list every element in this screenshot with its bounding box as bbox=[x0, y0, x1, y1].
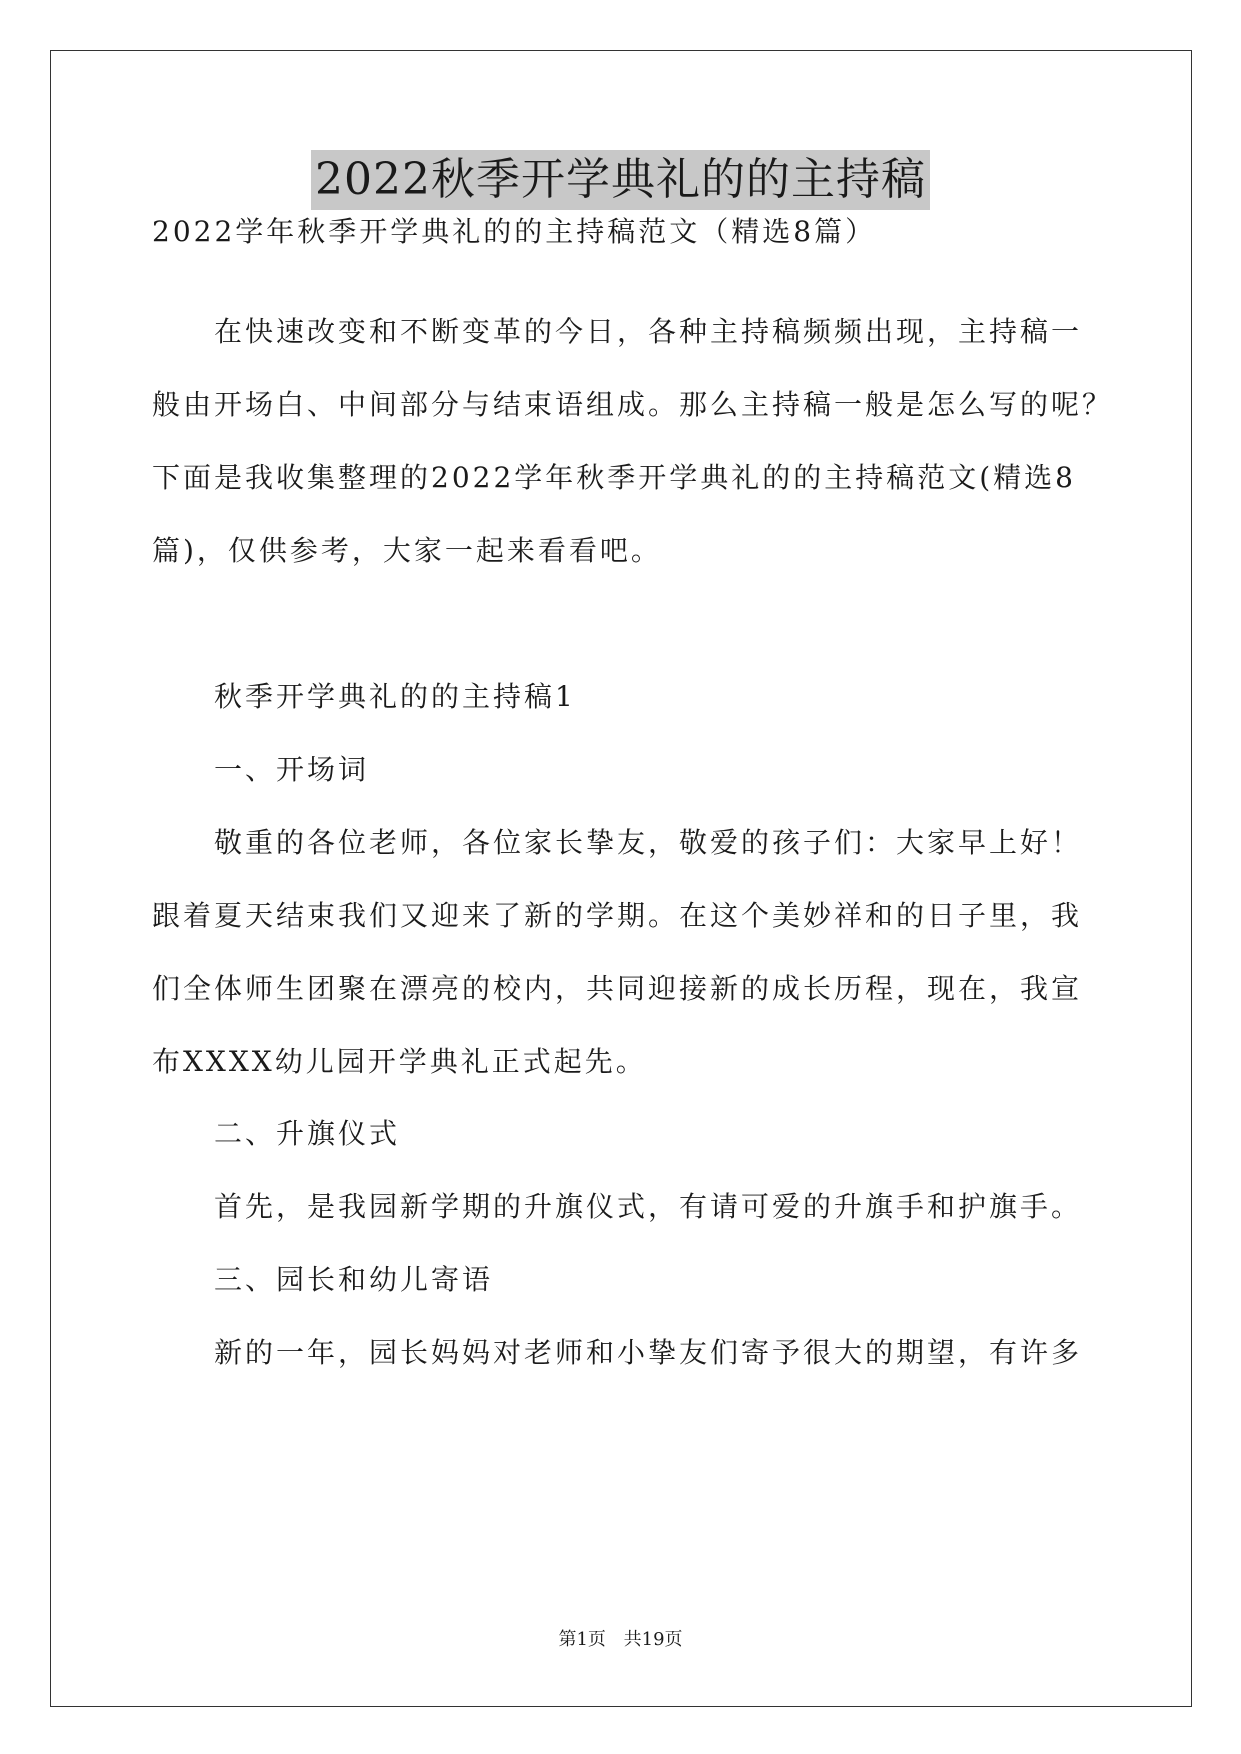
intro-line: 在快速改变和不断变革的今日，各种主持稿频频出现，主持稿一 bbox=[214, 315, 1083, 348]
page-border bbox=[50, 50, 1192, 1707]
intro-line: 般由开场白、中间部分与结束语组成。那么主持稿一般是怎么写的呢？ bbox=[152, 388, 1114, 421]
paragraph-line: 布XXXX幼儿园开学典礼正式起先。 bbox=[152, 1045, 647, 1078]
heading-opening: 一、开场词 bbox=[214, 753, 370, 786]
intro-line: 下面是我收集整理的2022学年秋季开学典礼的的主持稿范文(精选8 bbox=[152, 461, 1076, 494]
intro-line: 篇)，仅供参考，大家一起来看看吧。 bbox=[152, 534, 662, 567]
document-title: 2022秋季开学典礼的的主持稿 bbox=[311, 150, 930, 210]
heading-flag-ceremony: 二、升旗仪式 bbox=[214, 1117, 401, 1150]
title-container bbox=[0, 150, 1241, 210]
paragraph-line: 首先，是我园新学期的升旗仪式，有请可爱的升旗手和护旗手。 bbox=[214, 1190, 1083, 1223]
document-subtitle: 2022学年秋季开学典礼的的主持稿范文（精选8篇） bbox=[152, 215, 877, 248]
page-number: 第1页 bbox=[558, 1629, 606, 1650]
page-footer bbox=[0, 1628, 1241, 1652]
section-title: 秋季开学典礼的的主持稿1 bbox=[214, 680, 576, 713]
heading-principal-message: 三、园长和幼儿寄语 bbox=[214, 1263, 494, 1296]
page-total: 共19页 bbox=[623, 1629, 683, 1650]
paragraph-line: 们全体师生团聚在漂亮的校内，共同迎接新的成长历程，现在，我宣 bbox=[152, 972, 1083, 1005]
paragraph-line: 新的一年，园长妈妈对老师和小挚友们寄予很大的期望，有许多 bbox=[214, 1336, 1083, 1369]
paragraph-line: 敬重的各位老师，各位家长挚友，敬爱的孩子们：大家早上好！ bbox=[214, 826, 1083, 859]
paragraph-line: 跟着夏天结束我们又迎来了新的学期。在这个美妙祥和的日子里，我 bbox=[152, 899, 1083, 932]
